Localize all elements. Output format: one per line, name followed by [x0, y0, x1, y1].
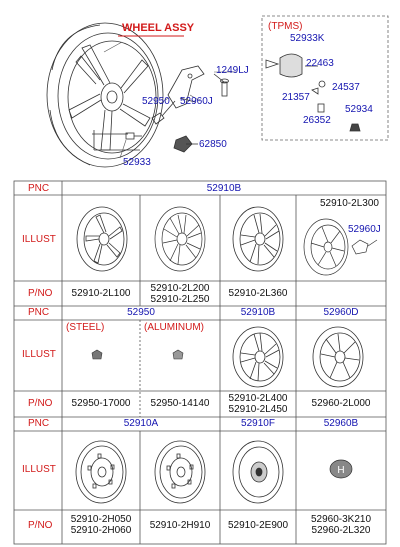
alloy-wheel-illustration[interactable] — [74, 203, 130, 275]
part-number[interactable]: 52960-3K210 52960-2L320 — [310, 514, 372, 536]
callout-52934[interactable]: 52934 — [345, 104, 373, 115]
tpms-sensor-icon — [350, 236, 380, 258]
row-label-pno-2: P/NO — [28, 398, 53, 409]
steel-center-cap-icon[interactable] — [90, 348, 104, 362]
steel-wheel-illustration[interactable] — [73, 438, 129, 506]
pnc-52960b-header[interactable]: 52960B — [323, 418, 359, 429]
pnc-52960d-header[interactable]: 52960D — [323, 307, 359, 318]
part-number[interactable]: 52910-2L100 — [71, 288, 131, 299]
callout-21357[interactable]: 21357 — [282, 92, 310, 103]
row-label-pnc-3: PNC — [28, 418, 50, 429]
callout-22463[interactable]: 22463 — [306, 58, 334, 69]
steel-wheel-illustration[interactable] — [152, 438, 208, 506]
callout-1249lj[interactable]: 1249LJ — [216, 65, 249, 76]
tpms-title: (TPMS) — [268, 21, 303, 32]
row-label-pnc-1: PNC — [28, 183, 50, 194]
alloy-wheel-illustration[interactable] — [152, 203, 208, 275]
part-number[interactable]: 52950-14140 — [150, 398, 210, 409]
part-number[interactable]: 52910-2L360 — [228, 288, 288, 299]
row-label-pnc-2: PNC — [28, 307, 50, 318]
part-number[interactable]: 52910-2L200 52910-2L250 — [150, 283, 210, 305]
callout-62850[interactable]: 62850 — [199, 139, 227, 150]
aluminum-label: (ALUMINUM) — [144, 322, 204, 333]
alloy-wheel-illustration[interactable] — [230, 324, 286, 390]
alloy-wheel-illustration[interactable] — [310, 324, 366, 390]
row-label-pno-3: P/NO — [28, 520, 53, 531]
part-number[interactable]: 52910-2H050 52910-2H060 — [70, 514, 132, 536]
hubcap-emblem-icon[interactable] — [328, 458, 354, 480]
spare-wheel-illustration[interactable] — [230, 438, 286, 506]
part-number[interactable]: 52910-2E900 — [227, 520, 289, 531]
steel-label: (STEEL) — [66, 322, 105, 333]
callout-52950[interactable]: 52950 — [142, 96, 170, 107]
part-number[interactable]: 52910-2L400 52910-2L450 — [228, 393, 288, 415]
svg-text:H: H — [337, 465, 345, 476]
row-label-pno-1: P/NO — [28, 288, 53, 299]
pnc-52910f-header[interactable]: 52910F — [241, 418, 275, 429]
wheel-assy-title: WHEEL ASSY — [122, 22, 195, 34]
part-number[interactable]: 52960-2L000 — [311, 398, 371, 409]
part-number-52910-2l300[interactable]: 52910-2L300 — [320, 198, 379, 209]
part-number[interactable]: 52950-17000 — [71, 398, 131, 409]
aluminum-center-cap-icon[interactable] — [171, 348, 185, 362]
part-number[interactable]: 52910-2H910 — [149, 520, 211, 531]
pnc-52950-header[interactable]: 52950 — [127, 307, 155, 318]
alloy-wheel-with-tpms-illustration[interactable] — [300, 215, 354, 277]
row-label-illust-2: ILLUST — [22, 349, 56, 360]
callout-52960j-table[interactable]: 52960J — [348, 224, 381, 235]
row-label-illust-3: ILLUST — [22, 464, 56, 475]
callout-52933[interactable]: 52933 — [123, 157, 151, 168]
callout-52960j[interactable]: 52960J — [180, 96, 213, 107]
row-label-illust-1: ILLUST — [22, 234, 56, 245]
callout-52933k[interactable]: 52933K — [290, 33, 325, 44]
callout-26352[interactable]: 26352 — [303, 115, 331, 126]
alloy-wheel-illustration[interactable] — [230, 203, 286, 275]
pnc-52910b-header[interactable]: 52910B — [206, 183, 242, 194]
pnc-52910b-header-2[interactable]: 52910B — [240, 307, 276, 318]
pnc-52910a-header[interactable]: 52910A — [123, 418, 159, 429]
callout-24537[interactable]: 24537 — [332, 82, 360, 93]
